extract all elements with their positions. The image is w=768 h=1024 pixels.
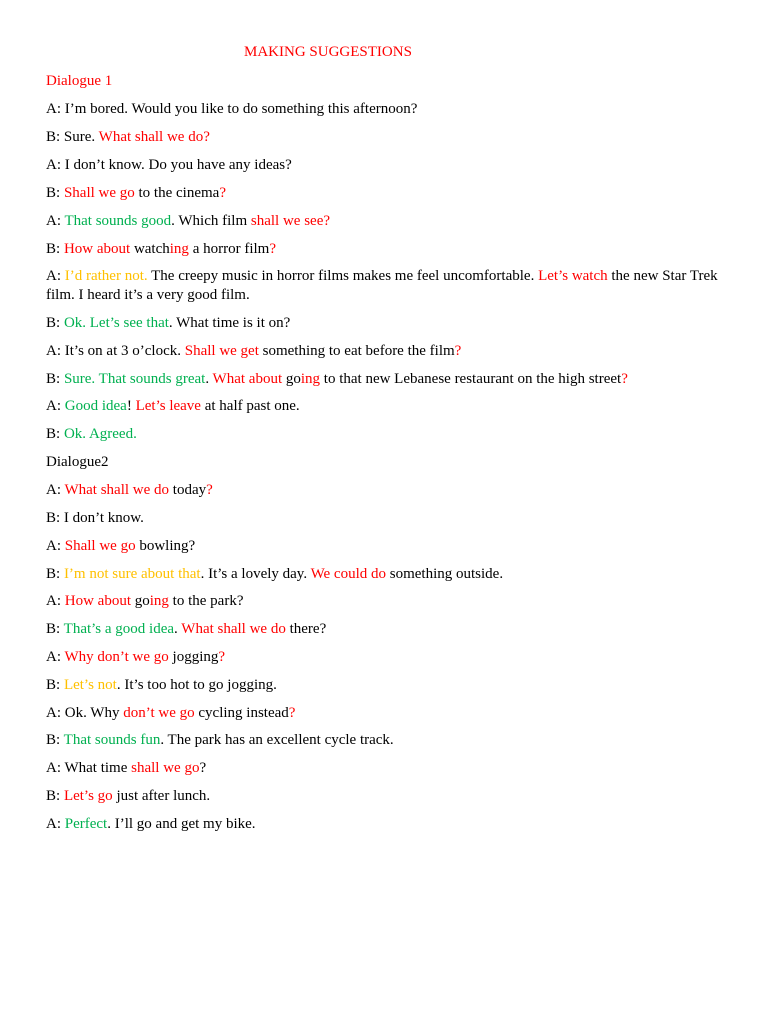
text-segment: ? [621,371,628,387]
document-title: MAKING SUGGESTIONS [244,44,412,60]
text-segment: go [282,371,301,387]
text-segment: Shall we go [64,538,136,554]
dialogue-line [46,128,726,147]
text-segment: I’d rather not. [64,268,148,284]
text-segment: to the cinema [134,185,220,201]
dialogue-line [46,370,726,389]
dialogue-heading [46,453,726,472]
text-segment: something to eat before the film [258,343,455,359]
text-segment: B: Sure. [46,129,99,145]
text-segment: there? [285,621,327,637]
text-segment: go [131,593,150,609]
text-segment: A: It’s on at 3 o’clock. [46,343,185,359]
text-segment: Perfect [64,816,108,832]
text-segment: A: I don’t know. Do you have any ideas? [46,157,292,173]
text-segment: A: [46,649,65,665]
text-segment: something outside. [386,566,504,582]
dialogue-line [46,620,726,639]
text-segment: ? [199,760,207,776]
text-segment: That’s a good idea [63,621,175,637]
dialogue-line [46,592,726,611]
dialogue-line [46,815,726,834]
text-segment: B: [46,677,64,693]
text-segment: . I’ll go and get my bike. [107,816,256,832]
text-segment: just after lunch. [112,788,211,804]
dialogue-line [46,759,726,778]
text-segment: . Which film [171,213,251,229]
text-segment: cycling instead [194,705,289,721]
text-segment: ing [169,241,189,257]
dialogue-line [46,397,726,416]
text-segment: bowling? [135,538,196,554]
text-segment: The creepy music in horror films makes me feel uncomfortable. [147,268,539,284]
text-segment: to that new Lebanese restaurant on the high street [320,371,622,387]
dialogue-line [46,648,726,667]
text-segment: B: [46,185,64,201]
dialogue-line [46,100,726,119]
text-segment: Sure. That sounds great [63,371,206,387]
dialogue-line [46,184,726,203]
text-segment: . It’s a lovely day. [200,566,311,582]
text-segment: A: Ok. Why [46,705,124,721]
text-segment: A: [46,816,65,832]
text-segment: at half past one. [200,398,300,414]
text-segment: Why don’t we go [64,649,169,665]
text-segment: What shall we do? [98,129,210,145]
text-segment: . The park has an excellent cycle track. [160,732,394,748]
text-segment: Good idea [64,398,127,414]
text-segment: Let’s leave [135,398,201,414]
text-segment: B: [46,426,64,442]
text-segment: B: I don’t know. [46,510,144,526]
text-segment: What shall we do [181,621,286,637]
text-segment: A: [46,398,65,414]
text-segment: Ok. Agreed. [63,426,137,442]
text-segment: today [169,482,207,498]
text-segment: What about [212,371,283,387]
text-segment: ? [219,185,226,201]
text-segment: B: [46,315,64,331]
text-segment: We could do [310,566,387,582]
text-segment: shall we see? [250,213,331,229]
text-segment: don’t we go [123,705,195,721]
text-segment: B: [46,732,64,748]
text-segment: Let’s watch [538,268,608,284]
text-segment: That sounds good [64,213,172,229]
text-segment: A: [46,593,65,609]
text-segment: How about [64,593,131,609]
text-segment: Shall we get [184,343,259,359]
text-segment: the new Star Trek film. I heard it’s a very good film. [46,268,718,303]
text-segment: What shall we do [64,482,170,498]
text-segment: Ok. Let’s see that [63,315,169,331]
text-segment: A: I’m bored. Would you like to do something this afternoon? [46,101,418,117]
dialogue-line [46,240,726,259]
text-segment: ? [269,241,276,257]
text-segment: . What time is it on? [168,315,291,331]
dialogue-line [46,342,726,361]
text-segment: ? [288,705,296,721]
text-segment: B: [46,621,64,637]
text-segment: A: [46,268,65,284]
dialogue-line [46,537,726,556]
dialogue-line [46,156,726,175]
dialogue-line [46,212,726,231]
text-segment: B: [46,241,64,257]
text-segment: ! [126,398,136,414]
text-segment: ? [218,649,226,665]
text-segment: ? [206,482,213,498]
text-segment: How about [63,241,131,257]
text-segment: Shall we go [63,185,135,201]
text-segment: Dialogue2 [46,454,109,470]
dialogue-heading [46,72,726,91]
dialogue-line [46,704,726,723]
dialogue-line [46,731,726,750]
text-segment: I’m not sure about that [63,566,201,582]
text-segment: B: [46,566,64,582]
text-segment: ing [149,593,169,609]
dialogue-line [46,425,726,444]
text-segment: . [174,621,182,637]
text-segment: That sounds fun [63,732,161,748]
text-segment: A: [46,538,65,554]
text-segment: watch [130,241,170,257]
dialogue-line [46,267,726,305]
text-segment: B: [46,788,64,804]
text-segment: B: [46,371,64,387]
dialogue-line [46,676,726,695]
text-segment: . [205,371,213,387]
text-segment: ? [454,343,462,359]
text-segment: shall we go [131,760,200,776]
dialogue-line [46,565,726,584]
text-segment: Dialogue 1 [46,73,113,89]
text-segment: a horror film [188,241,270,257]
dialogue-line [46,314,726,333]
text-segment: A: [46,213,65,229]
text-segment: to the park? [168,593,244,609]
dialogue-line [46,509,726,528]
dialogue-line [46,787,726,806]
dialogue-line [46,481,726,500]
text-segment: . It’s too hot to go jogging. [116,677,277,693]
text-segment: A: [46,482,65,498]
text-segment: Let’s go [63,788,113,804]
text-segment: A: What time [46,760,132,776]
text-segment: ing [300,371,321,387]
text-segment: jogging [168,649,219,665]
text-segment: Let’s not [63,677,117,693]
